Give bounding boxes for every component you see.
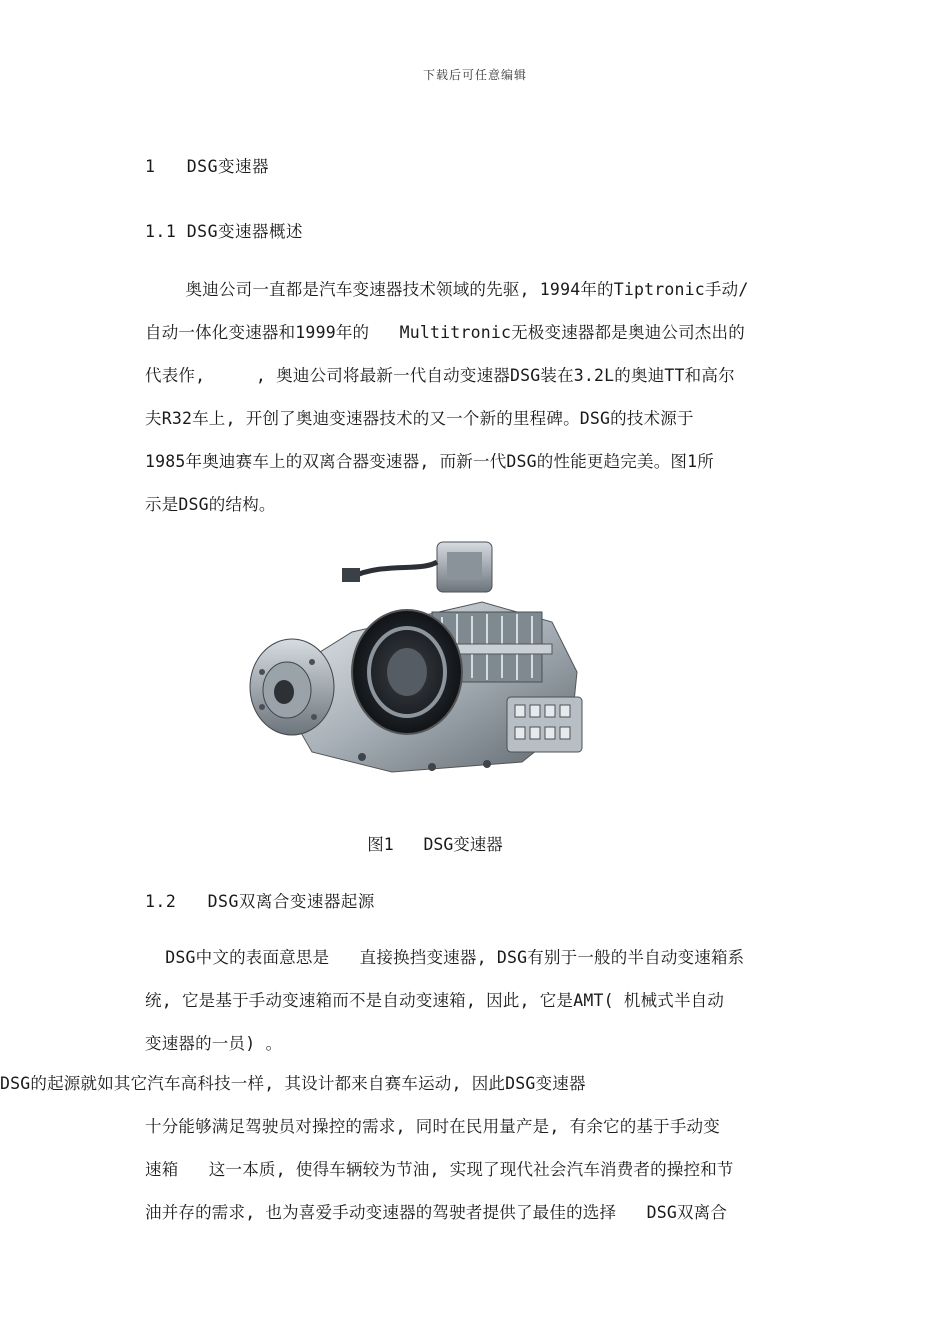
section-title-1-2: 1.2 DSG双离合变速器起源 <box>145 892 375 911</box>
text-line: 油并存的需求, 也为喜爱手动变速器的驾驶者提供了最佳的选择 DSG双离合 <box>145 1203 728 1222</box>
text-line: 示是DSG的结构。 <box>145 495 276 514</box>
text-line: 奥迪公司一直都是汽车变速器技术领域的先驱, 1994年的Tiptronic手动/ <box>145 280 749 299</box>
text-line: 代表作, , 奥迪公司将最新一代自动变速器DSG装在3.2L的奥迪TT和高尔 <box>145 366 735 385</box>
paragraph-origin <box>0 1062 813 1234</box>
header-note: 下载后可任意编辑 <box>422 68 527 82</box>
section-title-1: 1 DSG变速器 <box>145 157 270 176</box>
text-line: 十分能够满足驾驶员对操控的需求, 同时在民用量产是, 有余它的基于手动变 <box>145 1117 720 1136</box>
text-line: 夫R32车上, 开创了奥迪变速器技术的又一个新的里程碑。DSG的技术源于 <box>145 409 694 428</box>
text-line: DSG的起源就如其它汽车高科技一样, 其设计都来自赛车运动, 因此DSG变速器 <box>0 1074 586 1093</box>
section-title-1-1: 1.1 DSG变速器概述 <box>145 222 304 241</box>
text-line: 变速器的一员) 。 <box>145 1034 283 1053</box>
text-line: 自动一体化变速器和1999年的 Multitronic无极变速器都是奥迪公司杰出的 <box>145 323 745 342</box>
text-line: 统, 它是基于手动变速箱而不是自动变速箱, 因此, 它是AMT( 机械式半自动 <box>145 991 725 1010</box>
figure-caption: 图1 DSG变速器 <box>367 835 503 854</box>
text-line: 速箱 这一本质, 使得车辆较为节油, 实现了现代社会汽车消费者的操控和节 <box>145 1160 734 1179</box>
text-line: 1985年奥迪赛车上的双离合器变速器, 而新一代DSG的性能更趋完美。图1所 <box>145 452 714 471</box>
paragraph-overview <box>145 268 813 526</box>
paragraph-meaning <box>145 936 813 1065</box>
dsg-transmission-image <box>232 532 592 792</box>
text-line: DSG中文的表面意思是 直接换挡变速器, DSG有别于一般的半自动变速箱系 <box>145 948 745 967</box>
